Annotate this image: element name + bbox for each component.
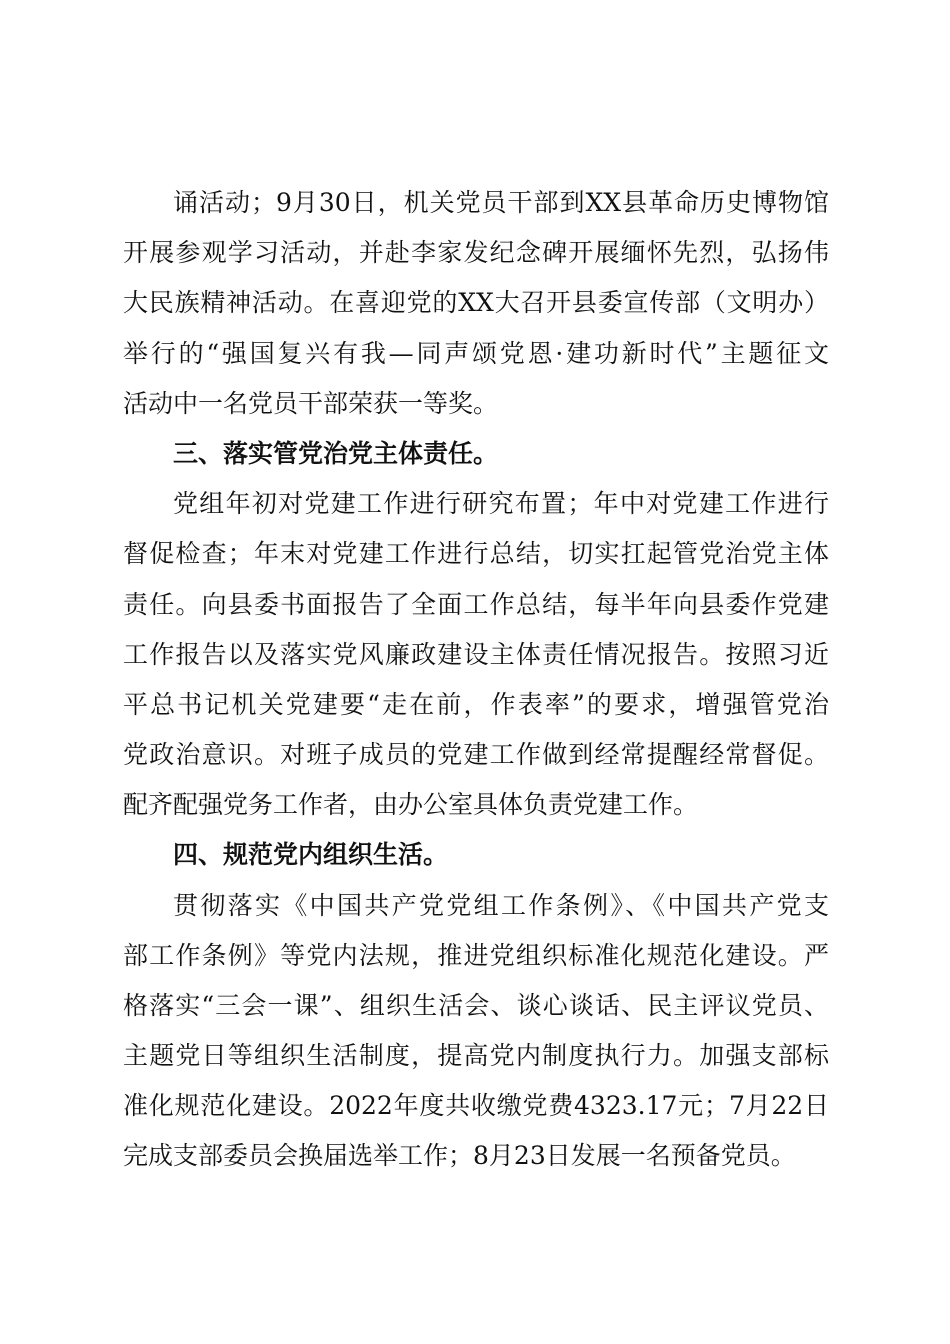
paragraph-2-line-4: 工作报告以及落实党风廉政建设主体责任情况报告。按照习近 bbox=[123, 640, 829, 669]
paragraph-2-line-2: 督促检查；年末对党建工作进行总结，切实扛起管党治党主体 bbox=[123, 539, 829, 568]
paragraph-2-line-5: 平总书记机关党建要“走在前，作表率”的要求，增强管党治 bbox=[123, 690, 829, 719]
paragraph-3-line-6: 完成支部委员会换届选举工作；8月23日发展一名预备党员。 bbox=[123, 1141, 796, 1170]
paragraph-2-line-1: 党组年初对党建工作进行研究布置；年中对党建工作进行 bbox=[173, 489, 829, 518]
paragraph-1-line-5: 活动中一名党员干部荣获一等奖。 bbox=[123, 389, 499, 418]
section-heading-3: 三、落实管党治党主体责任。 bbox=[173, 439, 499, 468]
paragraph-1-line-4: 举行的“强国复兴有我—同声颂党恩·建功新时代”主题征文 bbox=[123, 339, 829, 368]
paragraph-1-line-2: 开展参观学习活动，并赴李家发纪念碑开展缅怀先烈，弘扬伟 bbox=[123, 238, 829, 267]
paragraph-3-line-4: 主题党日等组织生活制度，提高党内制度执行力。加强支部标 bbox=[123, 1041, 829, 1070]
paragraph-3-line-1: 贯彻落实《中国共产党党组工作条例》、《中国共产党支 bbox=[173, 891, 829, 920]
paragraph-3-line-2: 部工作条例》等党内法规，推进党组织标准化规范化建设。严 bbox=[123, 941, 829, 970]
paragraph-2-line-7: 配齐配强党务工作者，由办公室具体负责党建工作。 bbox=[123, 790, 699, 819]
paragraph-3-line-5: 准化规范化建设。2022年度共收缴党费4323.17元；7月22日 bbox=[123, 1091, 829, 1120]
section-heading-4: 四、规范党内组织生活。 bbox=[173, 840, 449, 869]
paragraph-1-line-1: 诵活动；9月30日，机关党员干部到XX县革命历史博物馆 bbox=[173, 188, 829, 217]
paragraph-2-line-3: 责任。向县委书面报告了全面工作总结，每半年向县委作党建 bbox=[123, 590, 829, 619]
paragraph-2-line-6: 党政治意识。对班子成员的党建工作做到经常提醒经常督促。 bbox=[123, 740, 829, 769]
paragraph-1-line-3: 大民族精神活动。在喜迎党的XX大召开县委宣传部（文明办） bbox=[123, 288, 829, 317]
paragraph-3-line-3: 格落实“三会一课”、组织生活会、谈心谈话、民主评议党员、 bbox=[123, 991, 829, 1020]
